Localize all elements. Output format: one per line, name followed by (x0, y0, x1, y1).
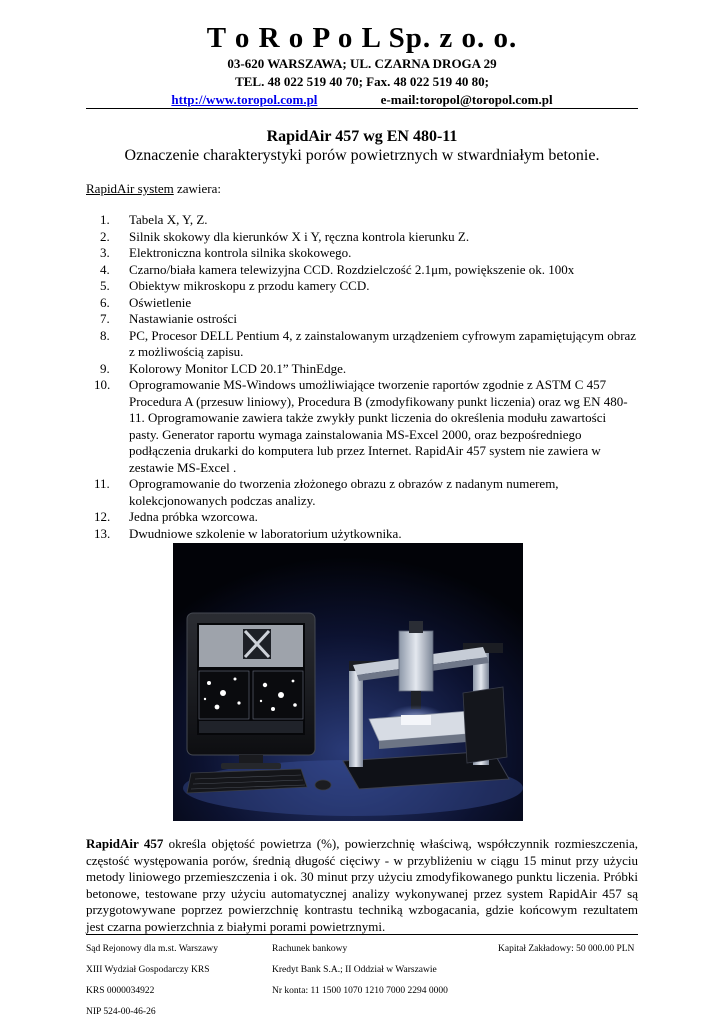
list-item (86, 262, 638, 279)
list-text: Dwudniowe szkolenie w laboratorium użytkownika. (129, 525, 402, 541)
list-item (86, 245, 638, 262)
footer-division: XIII Wydział Gospodarczy KRS (86, 965, 210, 975)
list-text: Nastawianie ostrości (129, 311, 237, 326)
rapidair-system-illustration (173, 543, 523, 821)
product-name: RapidAir 457 (86, 836, 164, 851)
footer-capital: Kapitał Zakładowy: 50 000.00 PLN (498, 944, 635, 954)
list-text: Tabela X, Y, Z. (129, 212, 208, 227)
monitor-illustration (187, 613, 315, 769)
list-number: 1. (100, 212, 110, 227)
system-link: RapidAir system (86, 181, 174, 196)
list-number: 9. (100, 360, 110, 376)
description-text: określa objętość powietrza (%), powierzchnię właściwą, współczynnik rozmieszczenia, częstość występowania porów, średnią długość cięciwy - w przybliżeniu w ciągu 15 minut przy użyciu metody liniowego przemieszczenia i ok. 30 minut przy użyciu zmodyfikowanego punktu liczenia. Próbki betonowe, testowane przy użyciu automatycznej analizy wykonywanej przez system RapidAir 457 są przygotowywane poprzez powierzchnię kontrastu techniką wzbogacania, gdzie końcowym rezultatem jest czarna powierzchnia z białymi porami powietrznymi. (86, 836, 638, 934)
list-text: PC, Procesor DELL Pentium 4, z zainstalowanym urządzeniem cyfrowym zapamiętującym obraz z możliwością zapisu. (129, 327, 637, 359)
list-number: 2. (100, 228, 110, 244)
list-number: 12. (94, 509, 111, 524)
list-text: Oprogramowanie do tworzenia złożonego obrazu z obrazów z nadanym numerem, kolekcjonowanych podczas analizy. (129, 476, 559, 508)
footer-bank-name: Kredyt Bank S.A.; II Oddział w Warszawie (272, 965, 437, 975)
list-number: 13. (94, 525, 111, 541)
list-text: Oświetlenie (129, 294, 192, 310)
description-paragraph (86, 836, 638, 935)
company-phone: TEL. 48 022 519 40 70; Fax. 48 022 519 40 80; (235, 74, 489, 89)
list-text: Elektroniczna kontrola silnika skokowego. (129, 245, 352, 260)
list-item (86, 476, 638, 509)
footer-court: Sąd Rejonowy dla m.st. Warszawy (86, 944, 219, 954)
intro-line (86, 181, 221, 197)
company-name: T o R o P o L Sp. z o. o. (206, 22, 518, 54)
list-item (86, 311, 638, 328)
list-number: 7. (100, 311, 110, 326)
document-subtitle: Oznaczenie charakterystyki porów powietrznych w stwardniałym betonie. (124, 147, 600, 164)
list-item (86, 361, 638, 378)
list-text: Kolorowy Monitor LCD 20.1” ThinEdge. (129, 360, 347, 376)
list-item (86, 212, 638, 229)
list-number: 3. (100, 245, 110, 260)
list-number: 4. (100, 261, 110, 277)
list-item (86, 509, 638, 526)
list-number: 6. (100, 294, 110, 310)
list-text: Oprogramowanie MS-Windows umożliwiające tworzenie raportów zgodnie z ASTM C 457 Procedura A (przesuw liniowy), Procedura B (zmodyfikowany punkt liczenia) oraz wg EN 480-11. Oprogramowanie zawiera także zwykły punkt liczenia do określenia modułu zawartości pasty. Generator raportu wymaga zainstalowania MS-Excel 2000, oraz bezpośredniego podłączenia drukarki do komputera lub przez Internet. RapidAir 457 system nie zawiera w zestawie MS-Excel . (129, 377, 628, 475)
website-link[interactable]: http://www.toropol.com.pl (171, 92, 318, 107)
company-address: 03-620 WARSZAWA; UL. CZARNA DROGA 29 (227, 56, 497, 71)
footer-krs: KRS 0000034922 (86, 986, 155, 996)
footer-bank-label: Rachunek bankowy (272, 944, 348, 954)
header-divider (86, 108, 638, 109)
list-number: 5. (100, 278, 110, 293)
list-number: 10. (94, 377, 111, 392)
footer-nip: NIP 524-00-46-26 (86, 1007, 156, 1017)
company-email: e-mail:toropol@toropol.com.pl (380, 92, 553, 107)
document-title: RapidAir 457 wg EN 480-11 (266, 128, 458, 145)
component-list (86, 212, 638, 542)
list-text: Jedna próbka wzorcowa. (129, 509, 258, 524)
footer-divider (86, 934, 638, 935)
list-item (86, 526, 638, 543)
contact-line (0, 92, 724, 108)
list-text: Czarno/biała kamera telewizyjna CCD. Rozdzielczość 2.1μm, powiększenie ok. 100x (129, 261, 575, 277)
list-item (86, 377, 638, 476)
list-item (86, 278, 638, 295)
intro-rest: zawiera: (173, 181, 222, 196)
list-number: 11. (94, 476, 110, 491)
list-item (86, 328, 638, 361)
list-text: Obiektyw mikroskopu z przodu kamery CCD. (129, 278, 370, 293)
footer-account: Nr konta: 11 1500 1070 1210 7000 2294 0000 (272, 986, 448, 996)
list-item (86, 295, 638, 312)
list-text: Silnik skokowy dla kierunków X i Y, ręczna kontrola kierunku Z. (129, 228, 470, 244)
list-number: 8. (100, 327, 110, 343)
product-photo (173, 543, 523, 821)
list-item (86, 229, 638, 246)
